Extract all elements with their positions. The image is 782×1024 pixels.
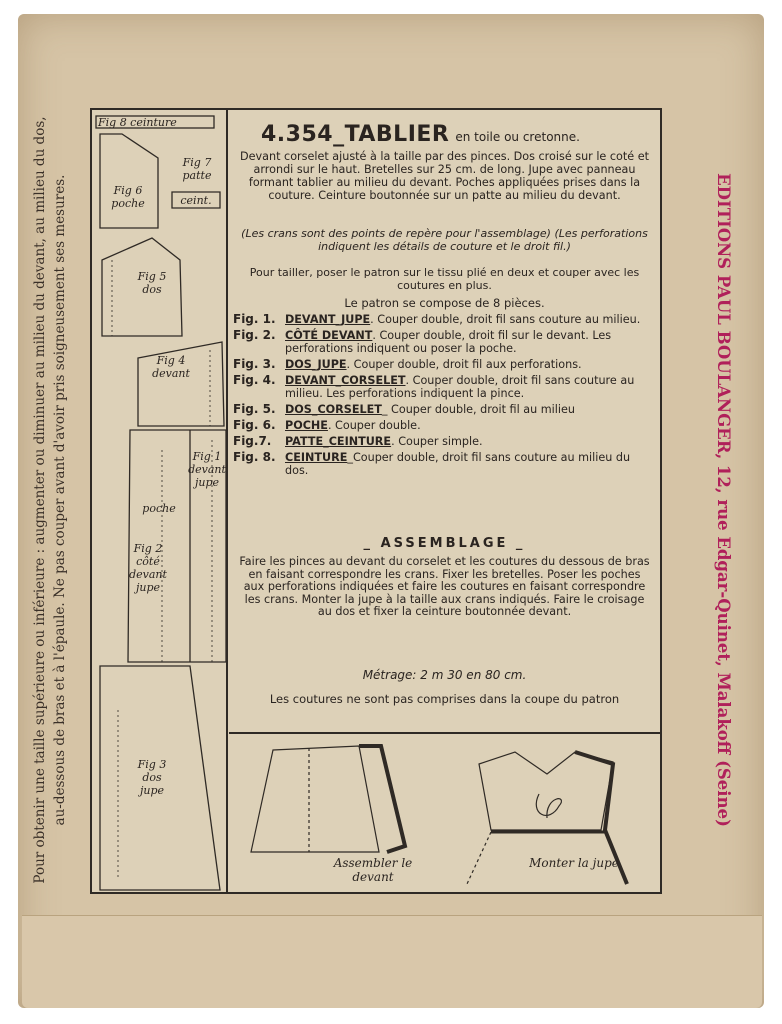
figure-row [233, 403, 655, 416]
figure-row [233, 313, 655, 326]
figure-row [233, 435, 655, 448]
figure-number: Fig. 1. [233, 312, 276, 326]
fig3-label: Fig 3 dos jupe [137, 758, 167, 797]
figure-text: _Couper double, droit fil sans couture au milieu du dos. [285, 451, 631, 477]
figure-name: DOS_CORSELET [285, 403, 382, 416]
ceint-label: ceint. [180, 194, 212, 207]
fabric-requirement: Métrage: 2 m 30 en 80 cm. [362, 668, 527, 682]
sizing-note-text: Pour obtenir une taille supérieure ou inférieure : augmenter ou diminuer au milieu du devant, au milieu du dos, au-dessous de bras et à l'épaule. Ne pas couper avant d'avoir pris soigneusement ses mesures. [32, 116, 68, 884]
figure-name: DEVANT_JUPE [285, 313, 371, 326]
figure-name: POCHE [285, 419, 328, 432]
pattern-title: 4.354_TABLIER [261, 122, 450, 147]
diagram-right-label: Monter la jupe [529, 856, 619, 870]
figure-list [233, 313, 655, 480]
figure-text: . Couper double, droit fil sur le devant. Les perforations indiquent ou poser la poche. [285, 329, 612, 355]
instructions-panel [229, 110, 660, 730]
fig5-label: Fig 5 dos [137, 270, 167, 296]
pattern-instruction-sheet [90, 108, 662, 894]
pattern-layout [92, 110, 228, 892]
marks-note: (Les crans sont des points de repère pour l'assemblage) (Les perforations indiquent les détails de couture et le droit fil.) [241, 227, 648, 253]
figure-text: . Couper simple. [391, 435, 483, 448]
figure-number: Fig. 5. [233, 402, 276, 416]
figure-number: Fig. 2. [233, 328, 276, 342]
figure-name: CEINTURE [285, 451, 348, 464]
assembly-diagrams [229, 732, 660, 894]
figure-text: _ Couper double, droit fil au milieu [381, 403, 575, 416]
assemblage-text: Faire les pinces au devant du corselet et les coutures du dessous de bras en faisant correspondre les crans. Fixer les bretelles. Poser les poches aux perforations indiquées et faire les coutures en faisant correspondre les crans. Monter la jupe à la taille aux crans indiqués. Faire le croisage au dos et fixer la ceinture boutonnée devant. [239, 555, 650, 619]
fig4-label: Fig 4 devant [152, 354, 190, 380]
pattern-subtitle: en toile ou cretonne. [455, 130, 580, 144]
figure-number: Fig. 3. [233, 357, 276, 371]
pattern-description: Devant corselet ajusté à la taille par des pinces. Dos croisé sur le coté et arrondi sur le haut. Bretelles sur 25 cm. de long. Jupe avec panneau formant tablier au milieu du devant. Poches appliquées prises dans la couture. Ceinture boutonnée sur un patte au milieu du devant. [240, 150, 649, 202]
figure-row [233, 374, 655, 400]
envelope-flap [22, 915, 762, 1008]
fig6-label: Fig 6 poche [111, 184, 145, 210]
figure-row [233, 358, 655, 371]
figure-number: Fig. 8. [233, 450, 276, 464]
assemblage-heading: _ ASSEMBLAGE _ [363, 536, 526, 551]
fig7-label: Fig 7 patte [182, 156, 212, 182]
figure-name: PATTE_CEINTURE [285, 435, 392, 448]
fig1-label: Fig 1 devant jupe [188, 450, 226, 489]
figure-number: Fig.7. [233, 434, 272, 448]
figure-number: Fig. 4. [233, 373, 276, 387]
title-row [261, 122, 661, 150]
cutting-instructions: Pour tailler, poser le patron sur le tissu plié en deux et couper avec les coutures en plus. [249, 266, 640, 292]
diagram-left-label: Assembler le devant [333, 856, 413, 884]
fig8-label: Fig 8 ceinture [98, 116, 177, 129]
sizing-note [30, 105, 90, 895]
figure-text: . Couper double, droit fil sans couture au milieu. [370, 313, 641, 326]
piece-count: Le patron se compose de 8 pièces. [344, 296, 545, 310]
poche-mark-label: poche [142, 502, 176, 515]
figure-text: . Couper double, droit fil aux perforations. [346, 358, 582, 371]
figure-number: Fig. 6. [233, 418, 276, 432]
fig2-label: Fig 2 côté devant jupe [129, 542, 167, 594]
figure-name: DEVANT_CORSELET [285, 374, 406, 387]
seam-allowance-note: Les coutures ne sont pas comprises dans la coupe du patron [269, 692, 620, 706]
figure-row [233, 419, 655, 432]
figure-row [233, 451, 655, 477]
figure-row [233, 329, 655, 355]
publisher-stamp [690, 100, 746, 920]
figure-name: CÔTÉ DEVANT [285, 329, 373, 342]
figure-text: . Couper double, droit fil sans couture au milieu. Les perforations indiquent la pince. [285, 374, 635, 400]
figure-name: DOS_JUPE [285, 358, 347, 371]
figure-text: . Couper double. [327, 419, 421, 432]
publisher-text: EDITIONS PAUL BOULANGER, 12, rue Edgar-Quinet, Malakoff (Seine) [714, 173, 733, 827]
